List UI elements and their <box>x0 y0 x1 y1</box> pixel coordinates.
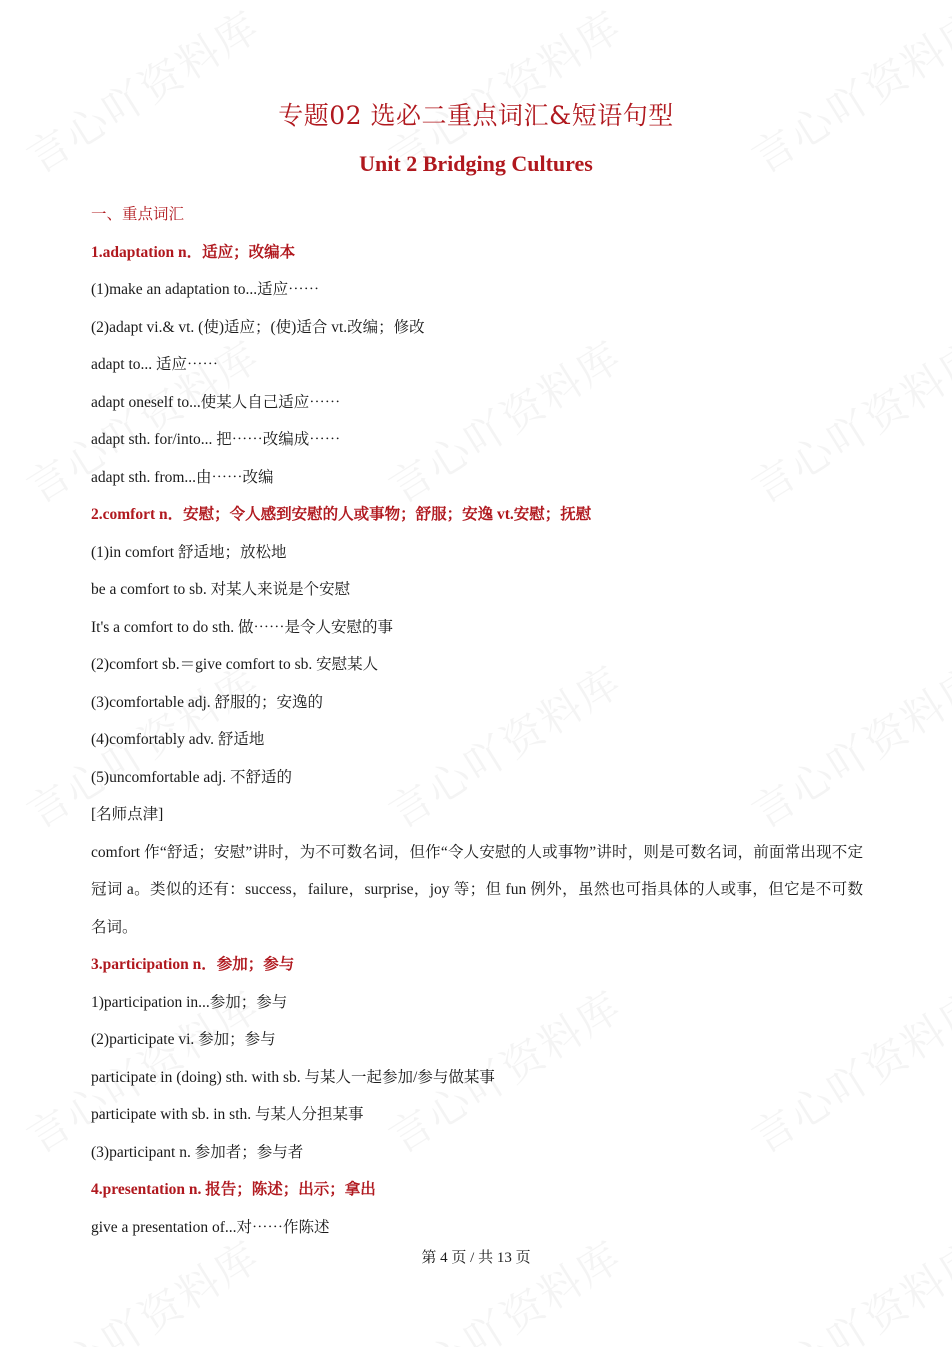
vocab-list-part-2 <box>91 946 866 1246</box>
page-title: 专题02 选必二重点词汇&短语句型 <box>278 101 674 130</box>
vocab-line: (2)participate vi. 参加；参与 <box>91 1031 276 1048</box>
vocab-line: (5)uncomfortable adj. 不舒适的 <box>91 768 293 786</box>
vocab-line: It's a comfort to do sth. 做⋯⋯是令人安慰的事 <box>91 618 394 636</box>
vocab-line: (4)comfortably adv. 舒适地 <box>91 731 265 748</box>
vocab-line: 1)participation in...参加；参与 <box>91 993 288 1011</box>
vocab-line: adapt to... 适应⋯⋯ <box>91 356 218 373</box>
vocab-line: adapt sth. from...由⋯⋯改编 <box>91 468 274 486</box>
content-body <box>91 196 866 1246</box>
vocab-line: participate in (doing) sth. with sb. 与某人一起参加/参与做某事 <box>91 1068 495 1086</box>
vocab-line: adapt sth. for/into... 把⋯⋯改编成⋯⋯ <box>91 431 341 448</box>
vocab-line: [名师点津] <box>91 806 164 823</box>
vocab-line: (1)make an adaptation to...适应⋯⋯ <box>91 281 320 298</box>
vocab-line: give a presentation of...对⋯⋯作陈述 <box>91 1218 330 1236</box>
vocab-line: (2)adapt vi.& vt. (使)适应；(使)适合 vt.改编；修改 <box>91 318 425 336</box>
vocab-heading: 4.presentation n. 报告；陈述；出示；拿出 <box>91 1181 376 1198</box>
vocab-line: (3)comfortable adj. 舒服的；安逸的 <box>91 693 324 711</box>
page-number: 第 4 页 / 共 13 页 <box>421 1250 531 1266</box>
teacher-note-paragraph: comfort 作“舒适；安慰”讲时，为不可数名词，但作“令人安慰的人或事物”讲时，则是可数名词，前面常出现不定冠词 a。类似的还有：success，failure，surprise，joy 等；但 fun 例外，虽然也可指具体的人或事，但它是不可数名词。 <box>91 843 863 936</box>
vocab-line: adapt oneself to...使某人自己适应⋯⋯ <box>91 393 341 411</box>
vocab-heading: 1.adaptation n．适应；改编本 <box>91 243 296 261</box>
page-subtitle: Unit 2 Bridging Cultures <box>359 151 593 176</box>
vocab-line: be a comfort to sb. 对某人来说是个安慰 <box>91 581 351 598</box>
vocab-line: participate with sb. in sth. 与某人分担某事 <box>91 1106 364 1123</box>
section-heading: 一、重点词汇 <box>91 206 185 223</box>
vocab-line: (1)in comfort 舒适地；放松地 <box>91 543 287 561</box>
vocab-line: (3)participant n. 参加者；参与者 <box>91 1143 304 1161</box>
vocab-line: (2)comfort sb.＝give comfort to sb. 安慰某人 <box>91 656 379 673</box>
vocab-heading: 3.participation n．参加；参与 <box>91 956 295 973</box>
vocab-heading: 2.comfort n．安慰；令人感到安慰的人或事物；舒服；安逸 vt.安慰；抚慰 <box>91 506 592 523</box>
vocab-list-part-1 <box>91 196 866 834</box>
